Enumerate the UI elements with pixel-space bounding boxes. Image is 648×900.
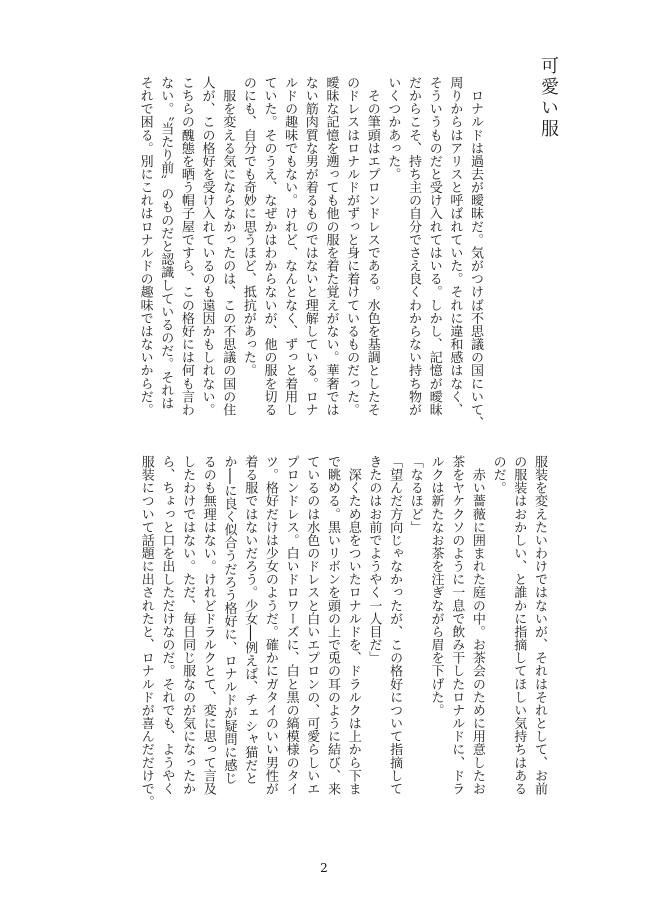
text-line: いくつかあった。 — [385, 76, 401, 181]
text-line: 茶をヤケクソのように一息で飲み干したロナルドに、ドラ — [449, 455, 465, 796]
text-line: の服装はおかしい、と誰かに指摘してほしい気持ちはある — [511, 455, 527, 796]
text-line: 服装を変えたいわけではないが、それはそれとして、お前 — [532, 455, 547, 796]
text-line: ロナルドは過去が曖昧だ。気がつけば不思議の国にいて、 — [468, 76, 483, 430]
text-line: ない。〝当たり前〟のものだと認識しているのだ。それは — [158, 76, 174, 410]
text-line: 人が、この格好を受け入れているのも遠因かもしれない。 — [199, 76, 215, 417]
text-line: 服を変える気にならなかったのは、この不思議の国の住 — [220, 76, 236, 417]
text-line: で眺める。黒いリボンを頭の上で兎の耳のように結び、来 — [325, 455, 340, 796]
text-line: 服装について話題に出されたと、ロナルドが喜んだだけで。 — [138, 455, 154, 809]
text-line: ツ。格好だけは少女のようだ。確かにガタイのいい男性が — [262, 455, 278, 796]
page-number: 2 — [320, 861, 328, 875]
text-line: か──に良く似合うだろう格好に、ロナルドが疑問に感じ — [221, 455, 237, 785]
text-line: のにも、自分でも奇妙に思うほど、抵抗があった。 — [240, 76, 256, 377]
text-line: ていた。そのうえ、なぜかはわからないが、他の服を切る — [261, 76, 277, 417]
text-line: 赤い薔薇に囲まれた庭の中。お茶会のために用意したお — [469, 455, 485, 796]
text-line: ているのは水色のドレスと白いエプロンの、可愛らしいエ — [304, 455, 320, 796]
story-title: 可愛い服 — [538, 56, 559, 140]
text-line: したわけではない。ただ、毎日同じ服なのが気になったか — [180, 455, 196, 796]
text-line: ルドの趣味でもない。けれど、なんとなく、ずっと着用し — [282, 76, 298, 417]
text-line: 深くため息をついたロナルドを、ドラルクは上から下ま — [345, 455, 361, 796]
text-line: のだ。 — [490, 455, 506, 495]
text-line: それで困る。別にこれはロナルドの趣味ではないからだ。 — [137, 76, 153, 417]
text-line: ない筋肉質な男が着るものではないと理解している。ロナ — [302, 76, 318, 417]
text-line: きたのはお前でようやく一人目だ」 — [366, 455, 382, 665]
text-line: 着る服ではないだろう。少女──例えば、チェシャ猫だと — [242, 455, 258, 785]
text-line: 曖昧な記憶を遡っても他の服を着た覚えがない。華奢では — [323, 76, 339, 417]
text-line: 周りからはアリスと呼ばれていた。それに違和感はなく、 — [447, 76, 463, 417]
text-line: そういうものだと受け入れてはいる。しかし、記憶が曖昧 — [426, 76, 442, 417]
text-line: 「望んだ方向じゃなかったが、この格好について指摘して — [387, 455, 403, 796]
text-line: るのも無理はない。けれどドラルクとて、変に思って言及 — [200, 455, 216, 796]
text-line: 「なるほど」 — [407, 455, 423, 534]
text-line: その筆頭はエプロンドレスである。水色を基調としたそ — [364, 76, 380, 417]
text-line: プロンドレス。白いドロワーズに、白と黒の縞模様のタイ — [283, 455, 299, 796]
text-line: ら、ちょっと口を出しただけなのだ。それでも、ようやく — [159, 455, 175, 796]
text-line: のドレスはロナルドがずっと身に着けているものだった。 — [344, 76, 360, 417]
text-line: ルクは新たなお茶を注ぎながら眉を下げた。 — [428, 455, 444, 717]
text-line: こちらの醜態を晒う帽子屋ですら、この格好には何も言わ — [178, 76, 194, 417]
text-line: だからこそ、持ち主の自分でさえ良くわからない持ち物が — [406, 76, 422, 417]
